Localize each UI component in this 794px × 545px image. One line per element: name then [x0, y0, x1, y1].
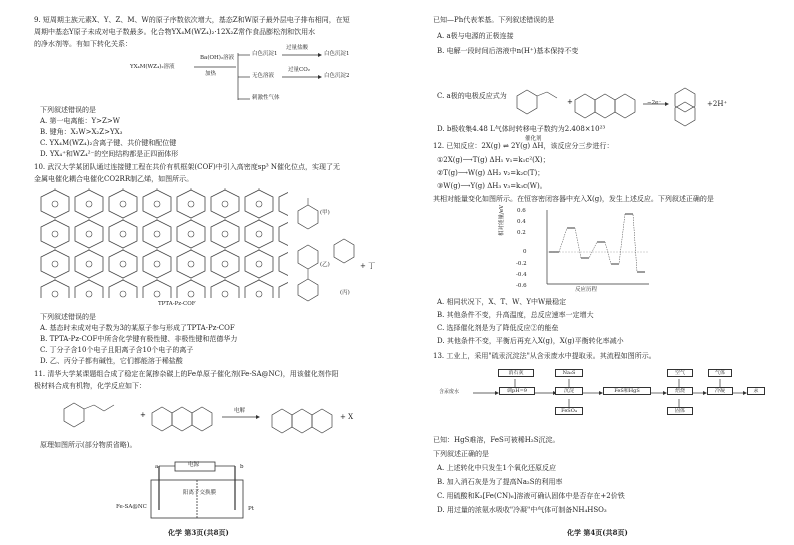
q9-stem-line3: 的净水剂等。有如下转化关系：	[34, 40, 132, 48]
q11-option-c: C. a极的电极反应式为	[437, 92, 507, 100]
q13-option-a: A. 上述转化中只发生1个氧化还原反应	[437, 464, 556, 472]
q12-option-d: D. 其他条件不变，平衡后再充入X(g)，X(g)平衡转化率减小	[437, 337, 624, 345]
q12-note: 其相对能量变化如图所示。在恒容密闭容器中充入X(g)，发生上述反应。下列叙述正确的是	[433, 195, 714, 203]
mol-ding-label: + 丁	[360, 262, 376, 270]
q9-option-a: A. 第一电离能：Y>Z>W	[40, 117, 120, 125]
q9-start: YX₄M(WZ₄)₂溶液	[130, 64, 175, 70]
mol-bing-label: (丙)	[340, 290, 350, 296]
q9-p3: 刺激性气体	[252, 95, 280, 101]
q10-stem-line2: 金属电催化耦合电催化CO2RR制乙烯，如图所示。	[34, 175, 194, 183]
q12-option-c: C. 选择催化剂是为了降低反应②的能垒	[437, 324, 559, 332]
cell-membrane: 阳离子交换膜	[183, 490, 217, 496]
q10-option-d: D. 乙、丙分子都有碱性，它们都能溶于稀盐酸	[40, 357, 183, 365]
cof-framework-diagram	[38, 188, 288, 310]
q11-rxn-condition: 电解	[234, 408, 246, 414]
q10-option-a: A. 基态时未成对电子数为3的某原子参与形成了TPTA-Pz-COF	[40, 324, 235, 332]
q11-option-c-plus-h: +2H⁺	[707, 100, 728, 108]
flow-hg: 汞	[747, 387, 765, 395]
flow-na2s: Na₂S	[555, 369, 583, 377]
flow-gas: 气体	[708, 369, 732, 377]
right-page	[397, 0, 794, 545]
q12-step1: ①2X(g)⟶T(g) ΔH₁ v₁=k₁c²(X)；	[437, 156, 550, 164]
flow-mix: FeS和HgS	[603, 387, 651, 395]
cell-left-electrode: Fe-SA@NC	[116, 504, 147, 510]
q13-ask: 下列叙述正确的是	[433, 450, 489, 458]
q12-ytick-4: -0.2	[516, 261, 527, 267]
q9-p2-cond: 过量CO₂	[288, 67, 310, 73]
q9-p1: 白色沉淀1	[252, 51, 278, 57]
q13-option-b: B. 加入消石灰是为了提高Na₂S的利用率	[437, 478, 563, 486]
q10-molecules	[290, 195, 370, 305]
q12-xlabel: 反应历程	[575, 287, 598, 293]
q12-ytick-2: 0.2	[517, 230, 526, 236]
q12-ytick-0: 0.6	[517, 208, 526, 214]
q9-stem-line1: 9. 短周期主族元素X、Y、Z、M、W的原子序数依次增大，基态Z和W原子最外层电子排布相同，在短	[34, 16, 350, 24]
q12-stem: 12. 已知反应：2X(g) ⇌ 2Y(g) ΔH，该反应分三步进行：	[433, 142, 614, 150]
flow-roast: 焙烧	[667, 387, 693, 395]
q12-step2: ②T(g)⟶W(g) ΔH₂ v₂=k₂c(T)；	[437, 169, 545, 177]
q9-ask: 下列叙述错误的是	[40, 106, 96, 114]
q11-option-d: D. b极收集4.48 L气体时转移电子数约为2.408×10²³	[437, 125, 606, 133]
flow-precip: 沉淀	[555, 387, 583, 395]
q10-ask: 下列叙述错误的是	[40, 313, 96, 321]
q12-catalyst: 催化剂	[525, 136, 542, 142]
mol-jia-label: (甲)	[320, 210, 330, 216]
flow-feso4: FeSO₄	[555, 407, 583, 415]
cell-electrode-b: b	[240, 464, 244, 470]
q10-option-b: B. TPTA-Pz-COF中所含化学键有极性键、非极性键和范德华力	[40, 335, 238, 343]
q9-reagent2: 加热	[205, 71, 217, 77]
q12-ytick-3: 0	[523, 249, 527, 255]
q12-energy-diagram	[527, 206, 657, 296]
right-footer: 化学 第4页(共8页)	[567, 528, 628, 537]
q11-option-c-minus-e: −2e⁻	[647, 100, 662, 106]
left-footer: 化学 第3页(共8页)	[168, 528, 229, 537]
q9-p2: 无色溶液	[252, 73, 275, 79]
svg-text:+: +	[567, 98, 573, 106]
q12-option-a: A. 相同状况下，X、T、W、Y中W最稳定	[437, 298, 567, 306]
cell-right-electrode: Pt	[248, 506, 254, 512]
q11-rxn-extra: + X	[340, 413, 354, 421]
q11-option-a: A. a极与电源的正极连接	[437, 32, 514, 40]
q10-stem-line1: 10. 武汉大学某团队通过连接键工程在共价有机框架(COF)中引入高密度sp³ N催化位点，实现了无	[34, 163, 340, 171]
flow-solid: 固体	[667, 407, 693, 415]
svg-text:+: +	[140, 411, 146, 419]
q9-reagent1: Ba(OH)₂溶液	[200, 55, 235, 61]
flow-waste: 含汞废水	[427, 389, 471, 395]
flow-cool: 冷凝	[707, 387, 733, 395]
q12-option-b: B. 其他条件不变，升高温度，总反应速率一定增大	[437, 311, 594, 319]
q12-ylabel: 相对能量/eV	[499, 204, 505, 236]
q11-principle: 原理如图所示(部分物质省略)。	[40, 441, 137, 449]
q9-option-c: C. YX₄M(WZ₄)₂含离子键、共价键和配位键	[40, 139, 177, 147]
q13-option-c: C. 用硫酸和K₃[Fe(CN)₆]溶液可确认固体中是否存在+2价铁	[437, 492, 625, 500]
cell-electrode-a: a	[155, 464, 159, 470]
mol-yi-label: (乙)	[320, 262, 330, 268]
q11-stem-line2: 极材料合成有机物，化学反应如下：	[34, 382, 146, 390]
q12-step3: ③W(g)⟶Y(g) ΔH₃ v₃=k₃c(W)。	[437, 182, 547, 190]
q9-p1-cond: 过量盐酸	[286, 45, 309, 51]
q9-option-b: B. 键角：X₂W>X₂Z>YX₃	[40, 128, 123, 136]
flow-air: 空气	[667, 369, 693, 377]
q11-stem-line1: 11. 清华大学某课题组合成了稳定在氮掺杂碳上的Fe单原子催化剂(Fe-SA@NC)，用该催化剂作阳	[34, 370, 339, 378]
q9-stem-line2: 周期中基态Y原子未成对电子数最多。化合物YX₄M(WZ₄)₂·12X₂Z常作食品膨松剂和饮用水	[34, 28, 316, 36]
q11-reaction-scheme	[60, 395, 380, 435]
q13-note: 已知：HgS难溶，FeS可被稀H₂S沉淀。	[433, 436, 560, 444]
cell-power-source: 电源	[188, 462, 200, 468]
cof-label: TPTA-Pz-COF	[158, 301, 196, 307]
q9-option-d: D. YX₄⁺和WZ₄²⁻的空间结构都是正四面体形	[40, 150, 179, 158]
q13-option-d: D. 用过量的浓氨水吸收"冷凝"中气体可制备NH₄HSO₃	[437, 506, 607, 514]
q10-option-c: C. 丁分子含10个电子且阳离子含10个电子的离子	[40, 346, 194, 354]
flow-ph: 调pH=9	[499, 387, 535, 395]
q12-ytick-6: -0.6	[516, 283, 527, 289]
q12-ytick-5: -0.4	[516, 272, 527, 278]
flow-limestone: 消石灰	[498, 369, 534, 377]
q9-p1-prod: 白色沉淀1	[324, 51, 350, 57]
q13-stem: 13. 工业上，采用"硫汞沉淀法"从含汞废水中提取汞。其流程如图所示。	[433, 352, 656, 360]
q9-p2-prod: 白色沉淀2	[324, 73, 350, 79]
q12-ytick-1: 0.4	[517, 219, 526, 225]
q11-option-b: B. 电解一段时间后溶液中n(H⁺)基本保持不变	[437, 47, 579, 55]
q11-cont-note: 已知—Ph代表苯基。下列叙述错误的是	[433, 16, 555, 24]
